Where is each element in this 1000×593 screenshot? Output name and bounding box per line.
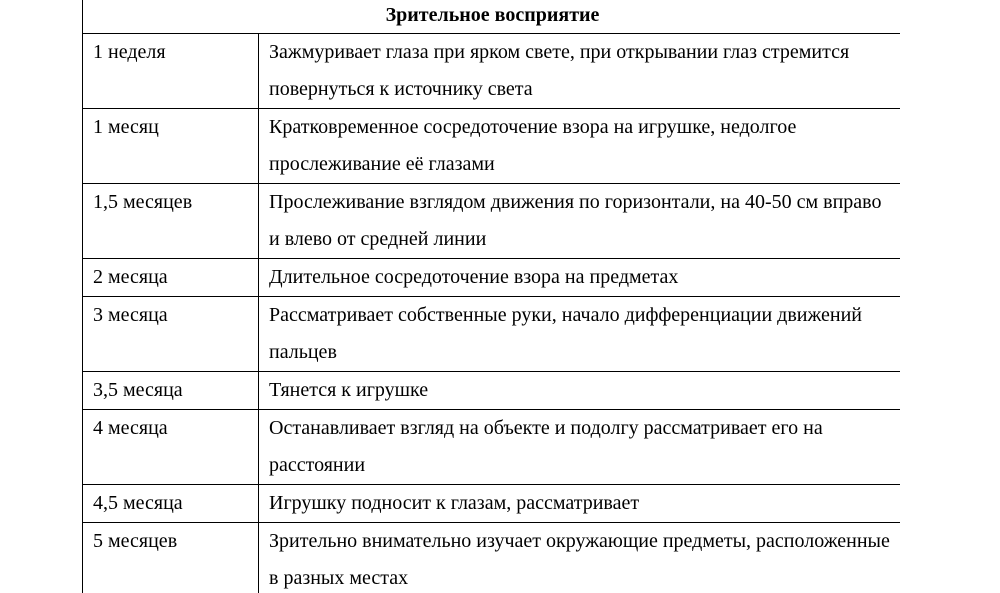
description-cell: Рассматривает собственные руки, начало дифференциации движений пальцев: [259, 297, 901, 372]
age-cell: 4 месяца: [83, 410, 259, 485]
table-row: [83, 34, 901, 109]
table-row: [83, 410, 901, 485]
description-cell: Игрушку подносит к глазам, рассматривает: [259, 485, 901, 523]
table-row: [83, 259, 901, 297]
age-cell: 1,5 месяцев: [83, 184, 259, 259]
age-cell: 2 месяца: [83, 259, 259, 297]
visual-perception-table: [82, 0, 900, 593]
description-cell: Кратковременное сосредоточение взора на игрушке, недолгое прослеживание её глазами: [259, 109, 901, 184]
age-cell: 1 неделя: [83, 34, 259, 109]
age-cell: 1 месяц: [83, 109, 259, 184]
table-row: [83, 485, 901, 523]
age-cell: 5 месяцев: [83, 523, 259, 593]
description-cell: Зрительно внимательно изучает окружающие предметы, расположенные в разных местах: [259, 523, 901, 593]
description-cell: Зажмуривает глаза при ярком свете, при открывании глаз стремится повернуться к источнику света: [259, 34, 901, 109]
table-title: Зрительное восприятие: [83, 0, 901, 34]
table-row: [83, 523, 901, 593]
document-page: [82, 0, 900, 593]
description-cell: Останавливает взгляд на объекте и подолгу рассматривает его на расстоянии: [259, 410, 901, 485]
table-row: [83, 372, 901, 410]
age-cell: 3,5 месяца: [83, 372, 259, 410]
table-row: [83, 109, 901, 184]
description-cell: Прослеживание взглядом движения по горизонтали, на 40-50 см вправо и влево от средней линии: [259, 184, 901, 259]
age-cell: 3 месяца: [83, 297, 259, 372]
description-cell: Длительное сосредоточение взора на предметах: [259, 259, 901, 297]
table-title-row: [83, 0, 901, 34]
table-row: [83, 297, 901, 372]
table-row: [83, 184, 901, 259]
description-cell: Тянется к игрушке: [259, 372, 901, 410]
age-cell: 4,5 месяца: [83, 485, 259, 523]
